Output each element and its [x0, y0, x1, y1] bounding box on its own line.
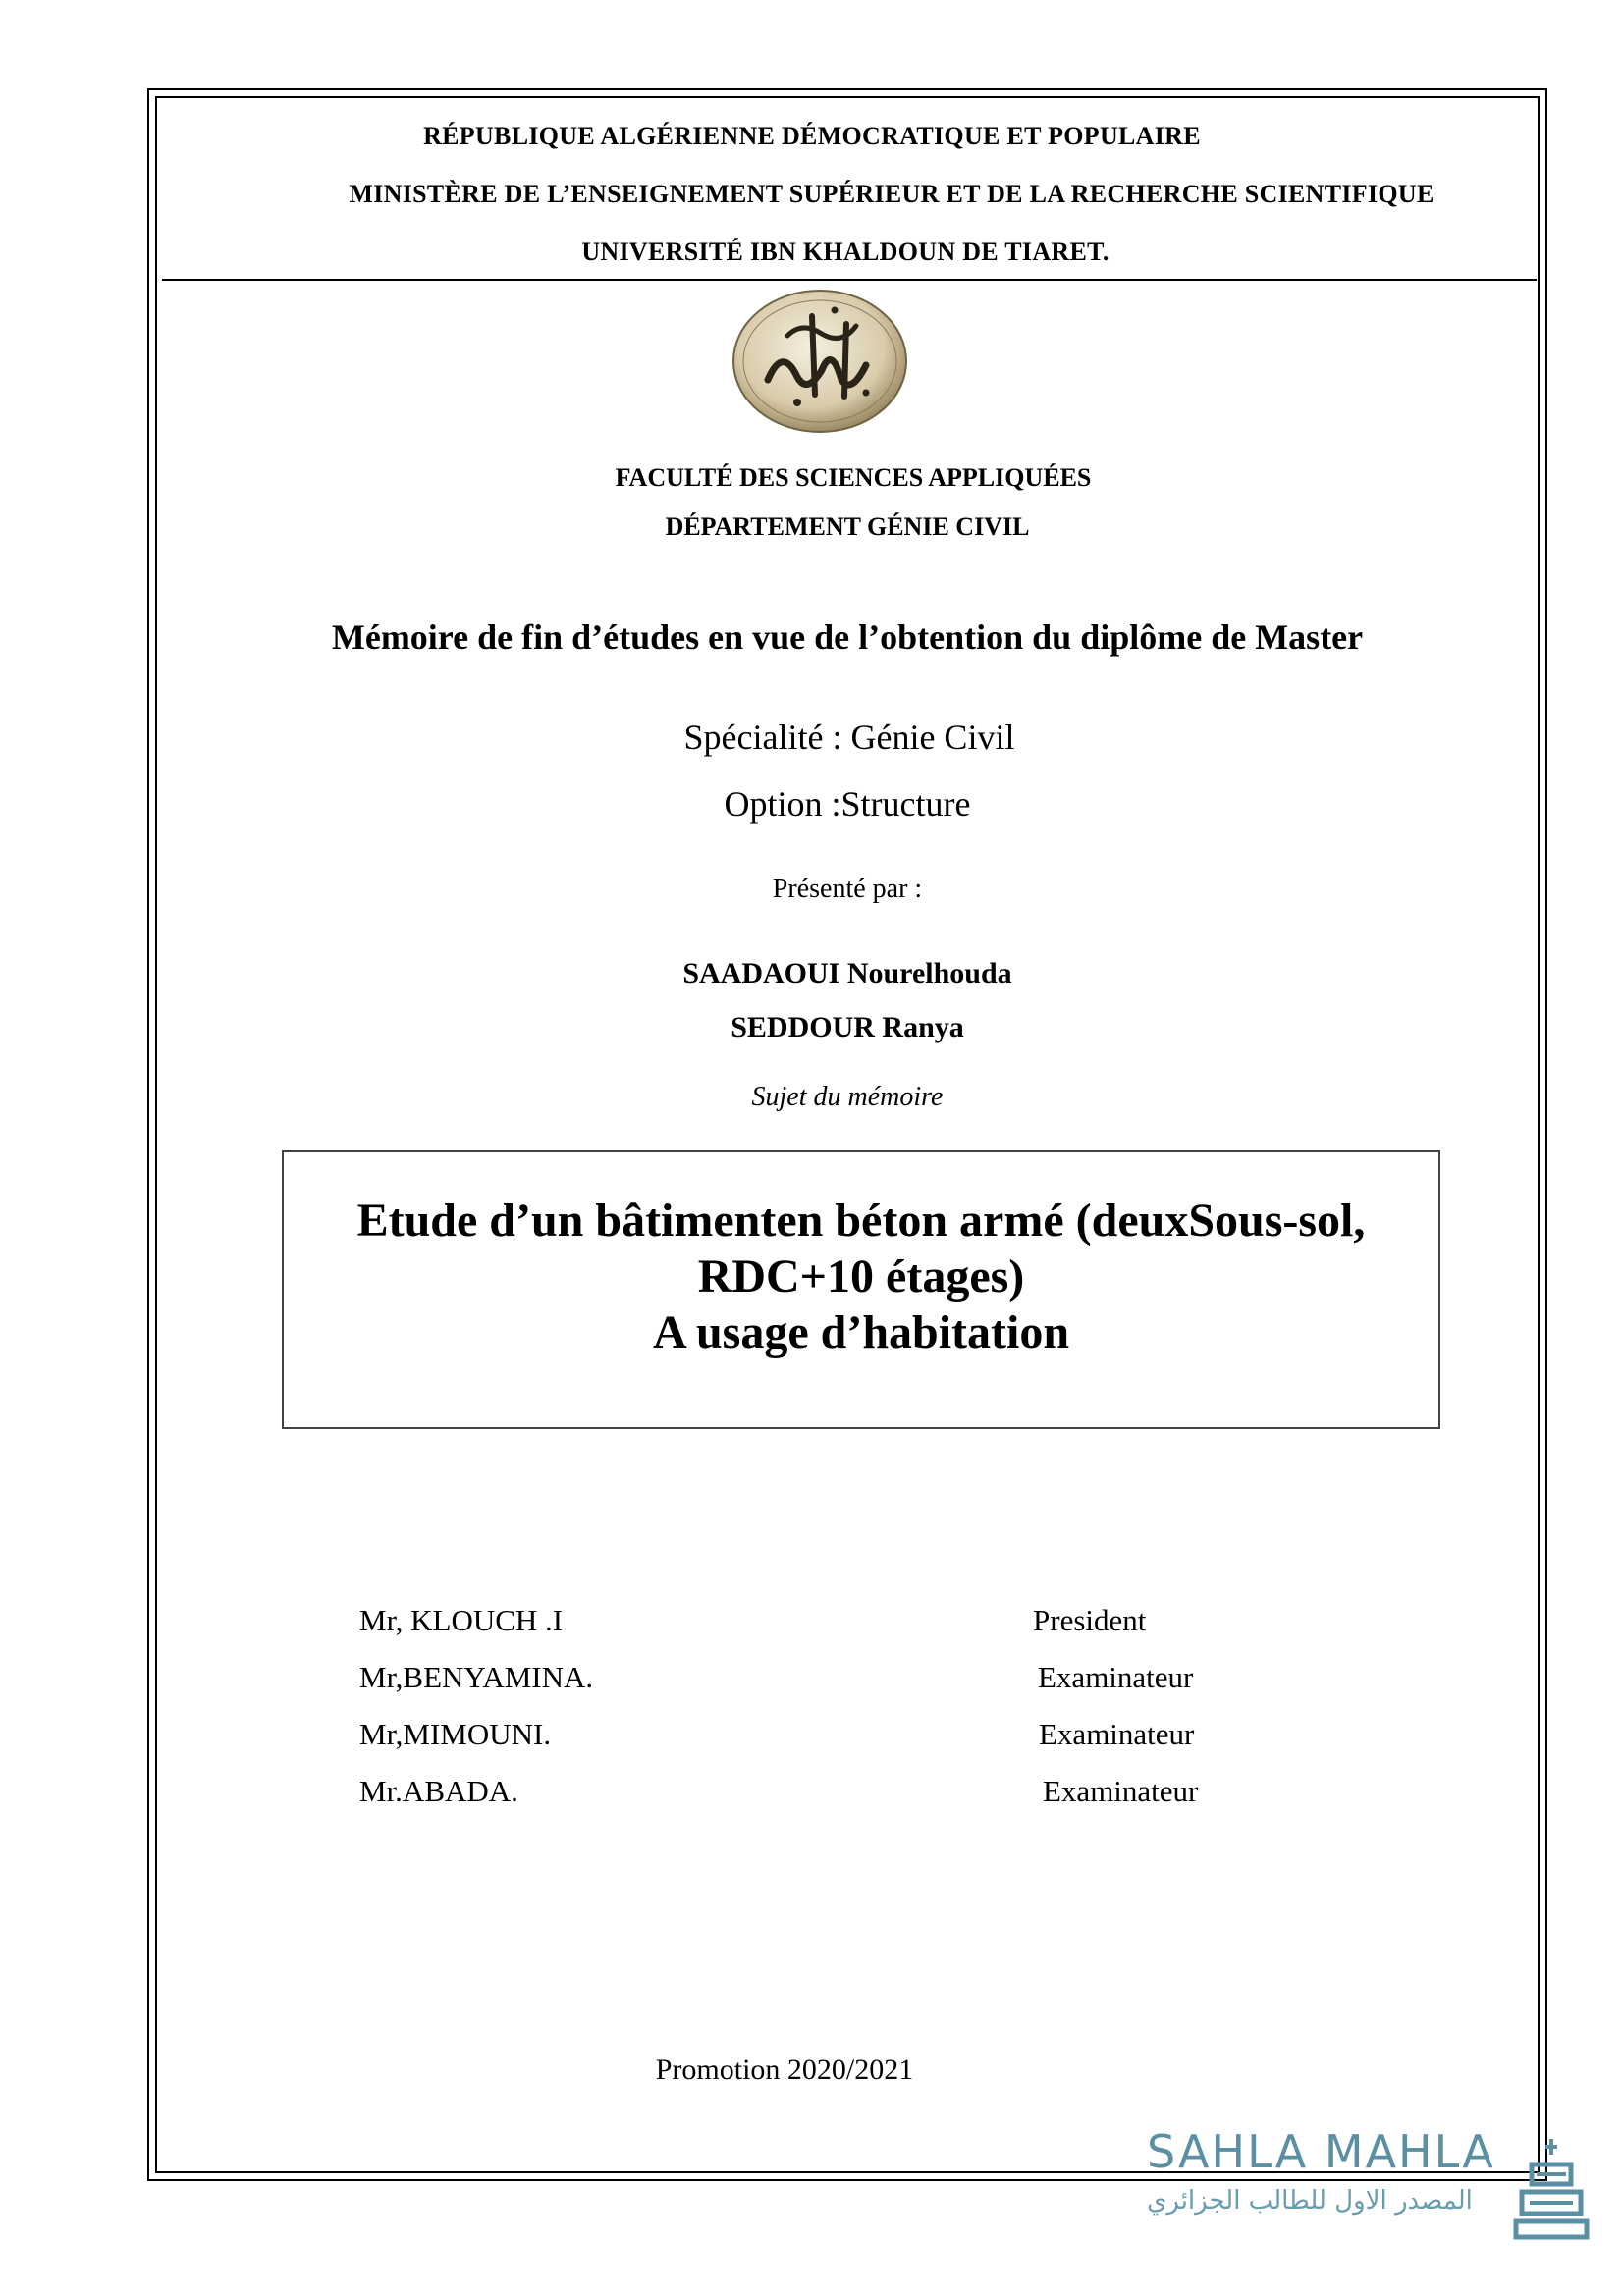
jury-member-role: President [1033, 1603, 1147, 1637]
thesis-title-box [282, 1150, 1440, 1429]
jury-member-name: Mr,MIMOUNI. [359, 1717, 552, 1751]
presented-by-label: Présenté par : [772, 874, 923, 904]
thesis-title-line-3: A usage d’habitation [652, 1307, 1070, 1359]
header-ministry: MINISTÈRE DE L’ENSEIGNEMENT SUPÉRIEUR ET DE LA RECHERCHE SCIENTIFIQUE [349, 180, 1435, 208]
speciality: Spécialité : Génie Civil [683, 718, 1015, 757]
subject-label: Sujet du mémoire [751, 1082, 944, 1112]
jury-member-role: Examinateur [1043, 1774, 1199, 1808]
jury-member-role: Examinateur [1039, 1717, 1195, 1751]
thesis-title-line-1: Etude d’un bâtimenten béton armé (deuxSous-sol, [356, 1195, 1366, 1247]
watermark [1139, 2125, 1600, 2263]
faculty-name: FACULTÉ DES SCIENCES APPLIQUÉES [615, 463, 1092, 492]
header-divider [162, 279, 1537, 281]
university-seal-logo [729, 287, 911, 436]
option: Option :Structure [724, 784, 971, 824]
promotion: Promotion 2020/2021 [655, 2054, 914, 2086]
jury-member-name: Mr,BENYAMINA. [359, 1660, 594, 1694]
watermark-brand: SAHLA MAHLA [1147, 2125, 1495, 2178]
header-university: UNIVERSITÉ IBN KHALDOUN DE TIARET. [581, 238, 1110, 266]
header-republic: RÉPUBLIQUE ALGÉRIENNE DÉMOCRATIQUE ET POPULAIRE [423, 122, 1201, 150]
watermark-tagline: المصدر الاول للطالب الجزائري [1147, 2186, 1473, 2216]
jury-member-name: Mr, KLOUCH .I [359, 1603, 564, 1637]
watermark-emblem-icon [1512, 2135, 1591, 2243]
author-2: SEDDOUR Ranya [731, 1011, 964, 1043]
department-name: DÉPARTEMENT GÉNIE CIVIL [665, 512, 1030, 541]
thesis-title-line-2: RDC+10 étages) [697, 1251, 1025, 1303]
author-1: SAADAOUI Nourelhouda [682, 957, 1012, 989]
jury-member-name: Mr.ABADA. [359, 1774, 518, 1808]
thesis-type: Mémoire de fin d’études en vue de l’obtention du diplôme de Master [331, 617, 1364, 657]
jury-member-role: Examinateur [1038, 1660, 1194, 1694]
